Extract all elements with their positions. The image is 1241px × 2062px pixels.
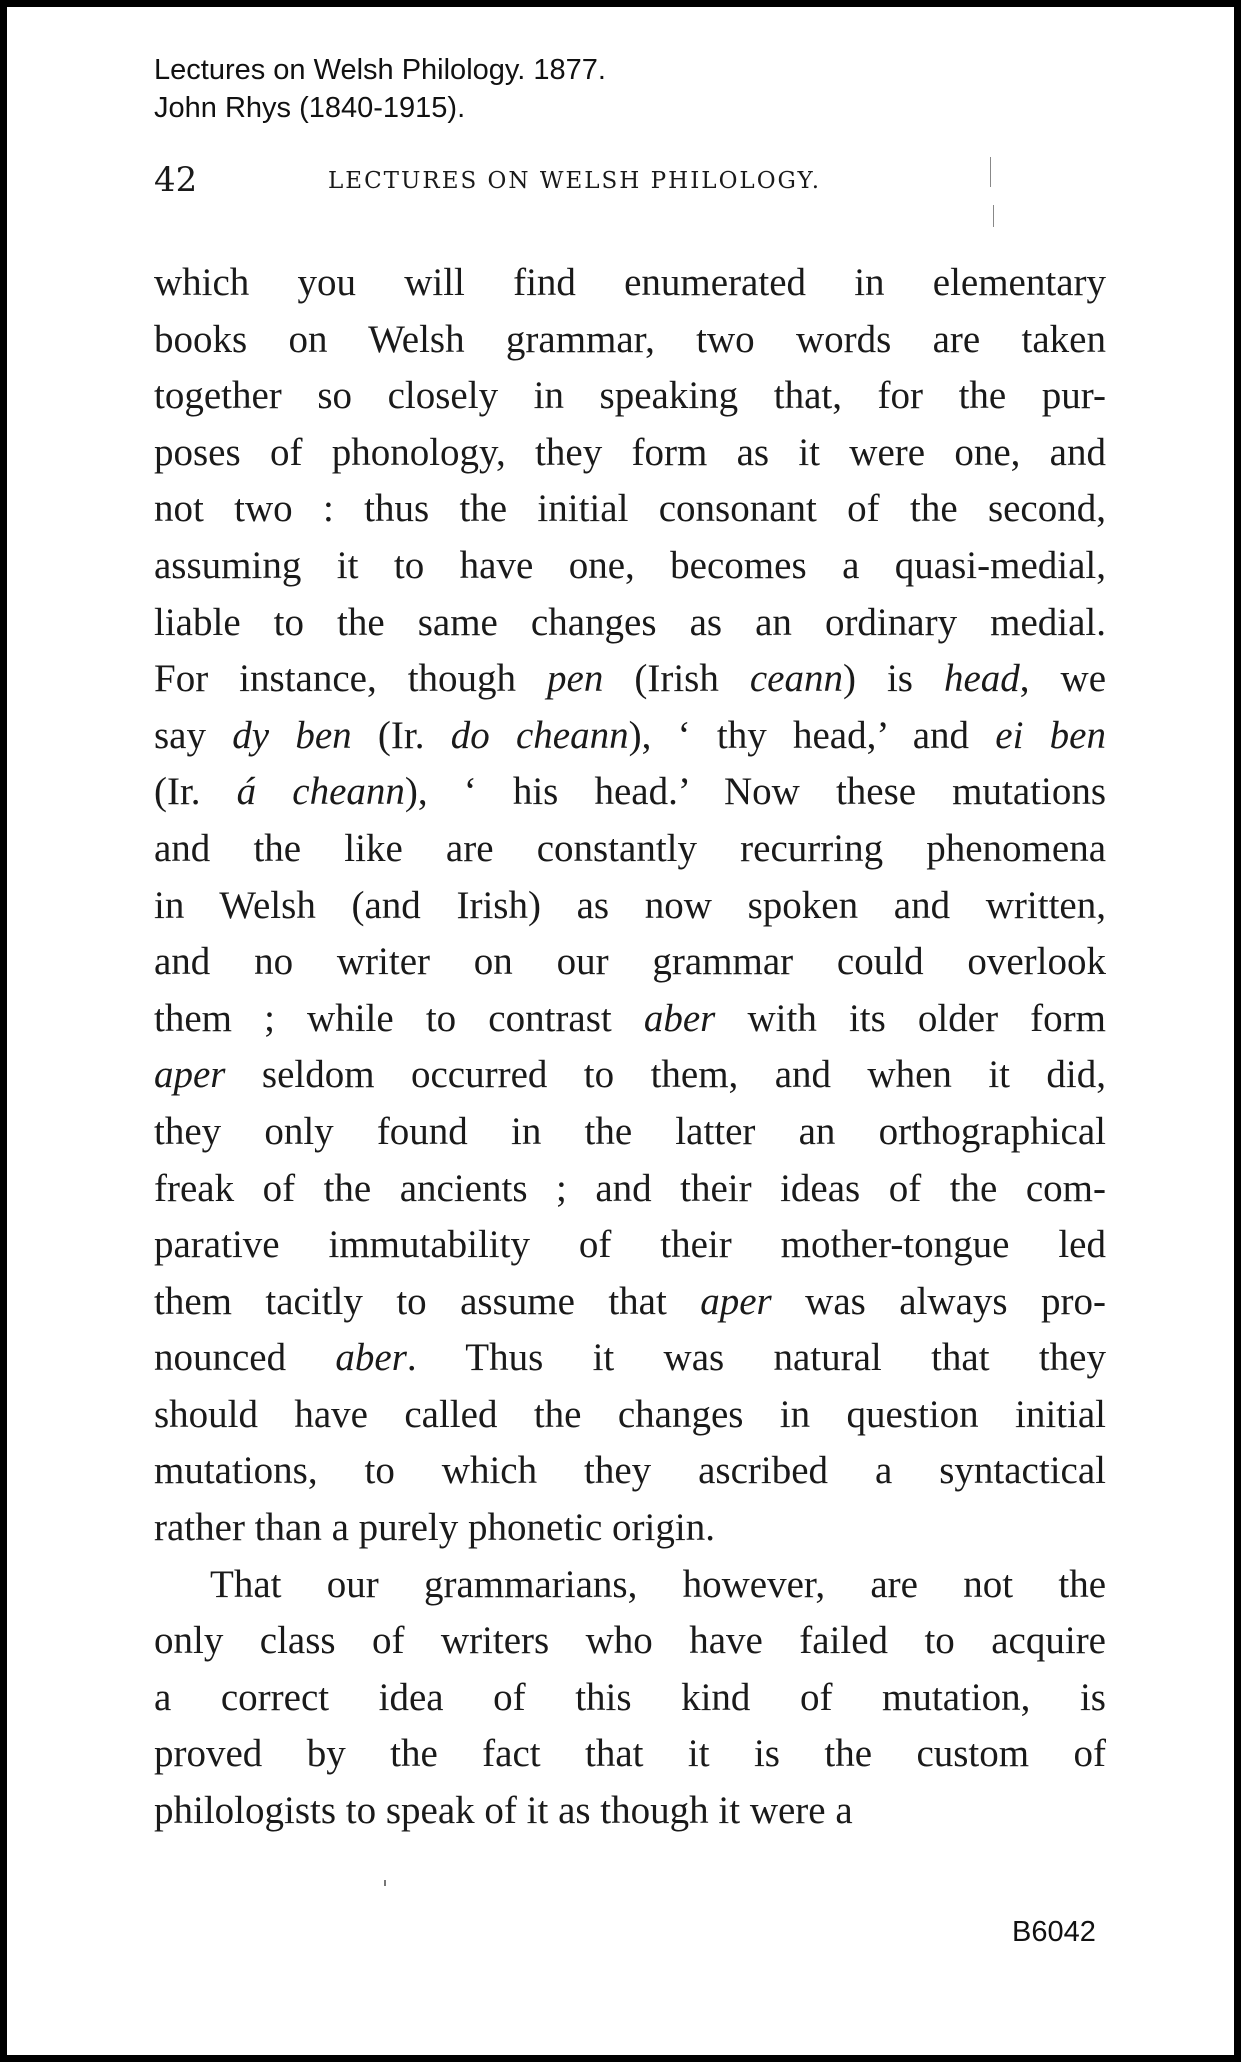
text-segment: a correct idea of this kind of mutation, is bbox=[154, 1675, 1106, 1719]
text-line bbox=[154, 991, 1106, 1048]
text-segment: assuming it to have one, becomes a quasi-medial, bbox=[154, 543, 1106, 587]
text-segment: (Irish bbox=[603, 657, 750, 701]
stray-mark bbox=[384, 1880, 386, 1886]
italic-word: aber bbox=[335, 1336, 407, 1380]
text-line bbox=[154, 425, 1106, 482]
caption-title-line: Lectures on Welsh Philology. 1877. bbox=[154, 54, 606, 86]
text-segment: That our grammarians, however, are not the bbox=[210, 1562, 1106, 1606]
text-line bbox=[154, 255, 1106, 312]
running-title: LECTURES ON WELSH PHILOLOGY. bbox=[328, 168, 822, 194]
text-line bbox=[154, 1500, 1106, 1557]
body-text bbox=[154, 255, 1106, 1840]
text-line bbox=[154, 538, 1106, 595]
italic-word: do cheann bbox=[450, 713, 629, 757]
text-segment: philologists to speak of it as though it were a bbox=[154, 1789, 853, 1833]
text-line bbox=[154, 934, 1106, 991]
text-segment: not two : thus the initial consonant of the second, bbox=[154, 487, 1106, 531]
italic-word: head bbox=[943, 657, 1020, 701]
text-line bbox=[154, 1047, 1106, 1104]
text-segment: ), ‘ thy head,’ and bbox=[628, 713, 996, 757]
text-segment: books on Welsh grammar, two words are taken bbox=[154, 317, 1106, 361]
text-line bbox=[154, 878, 1106, 935]
text-segment: mutations, to which they ascribed a syntactical bbox=[154, 1449, 1106, 1493]
text-segment: was always pro- bbox=[771, 1279, 1106, 1323]
text-segment: which you will find enumerated in elementary bbox=[154, 261, 1106, 304]
catalog-caption bbox=[154, 51, 606, 127]
italic-word: aber bbox=[643, 996, 716, 1040]
text-line bbox=[154, 1387, 1106, 1444]
text-line bbox=[154, 764, 1106, 821]
text-segment: For instance, though bbox=[154, 657, 548, 701]
text-segment: and the like are constantly recurring phenomena bbox=[154, 826, 1106, 870]
text-segment: say bbox=[154, 713, 233, 757]
text-line bbox=[154, 1783, 1106, 1840]
margin-mark bbox=[990, 157, 991, 187]
text-segment: freak of the ancients ; and their ideas of the com- bbox=[154, 1166, 1106, 1210]
text-line bbox=[154, 651, 1106, 708]
text-line bbox=[154, 1670, 1106, 1727]
text-segment: ), ‘ his head.’ Now these mutations bbox=[404, 770, 1106, 814]
text-line bbox=[154, 821, 1106, 878]
text-line bbox=[154, 481, 1106, 538]
text-segment: (Ir. bbox=[351, 713, 451, 757]
text-line bbox=[154, 595, 1106, 652]
reference-code: B6042 bbox=[1012, 1916, 1096, 1948]
text-line bbox=[154, 1104, 1106, 1161]
caption-author-line: John Rhys (1840-1915). bbox=[154, 92, 466, 124]
margin-mark bbox=[993, 205, 994, 227]
text-segment: liable to the same changes as an ordinary medial. bbox=[154, 600, 1106, 644]
text-line bbox=[154, 368, 1106, 425]
text-line bbox=[154, 1443, 1106, 1500]
italic-word: á cheann bbox=[236, 770, 405, 814]
text-line bbox=[154, 1217, 1106, 1274]
text-segment: them ; while to contrast bbox=[154, 996, 644, 1040]
text-segment: parative immutability of their mother-tongue led bbox=[154, 1223, 1106, 1267]
italic-word: aper bbox=[700, 1279, 772, 1323]
text-segment: with its older form bbox=[715, 996, 1106, 1040]
text-segment: in Welsh (and Irish) as now spoken and written, bbox=[154, 883, 1106, 927]
text-segment: , we bbox=[1019, 657, 1106, 701]
text-segment: only class of writers who have failed to acquire bbox=[154, 1619, 1106, 1663]
italic-word: aper bbox=[154, 1053, 226, 1097]
text-line bbox=[154, 1726, 1106, 1783]
text-segment: them tacitly to assume that bbox=[154, 1279, 701, 1323]
text-line bbox=[154, 1161, 1106, 1218]
text-segment: seldom occurred to them, and when it did, bbox=[225, 1053, 1106, 1097]
text-segment: should have called the changes in question initial bbox=[154, 1392, 1106, 1436]
text-line bbox=[154, 1330, 1106, 1387]
text-segment: proved by the fact that it is the custom of bbox=[154, 1732, 1106, 1776]
italic-word: pen bbox=[547, 657, 604, 701]
text-segment: (Ir. bbox=[154, 770, 237, 814]
text-line bbox=[154, 708, 1106, 765]
text-segment: and no writer on our grammar could overlook bbox=[154, 940, 1106, 984]
italic-word: ceann bbox=[749, 657, 843, 701]
text-segment: nounced bbox=[154, 1336, 336, 1380]
running-head bbox=[154, 157, 1114, 203]
page-number: 42 bbox=[154, 160, 198, 200]
italic-word: ei ben bbox=[995, 713, 1106, 757]
text-segment: ) is bbox=[842, 657, 944, 701]
text-line bbox=[154, 1557, 1106, 1614]
italic-word: dy ben bbox=[232, 713, 352, 757]
text-segment: they only found in the latter an orthographical bbox=[154, 1109, 1106, 1153]
text-line bbox=[154, 1274, 1106, 1331]
text-segment: together so closely in speaking that, for the pur- bbox=[154, 374, 1106, 418]
text-segment: poses of phonology, they form as it were one, and bbox=[154, 430, 1106, 474]
text-line bbox=[154, 312, 1106, 369]
text-line bbox=[154, 1613, 1106, 1670]
text-segment: rather than a purely phonetic origin. bbox=[154, 1506, 715, 1550]
text-segment: . Thus it was natural that they bbox=[406, 1336, 1106, 1380]
